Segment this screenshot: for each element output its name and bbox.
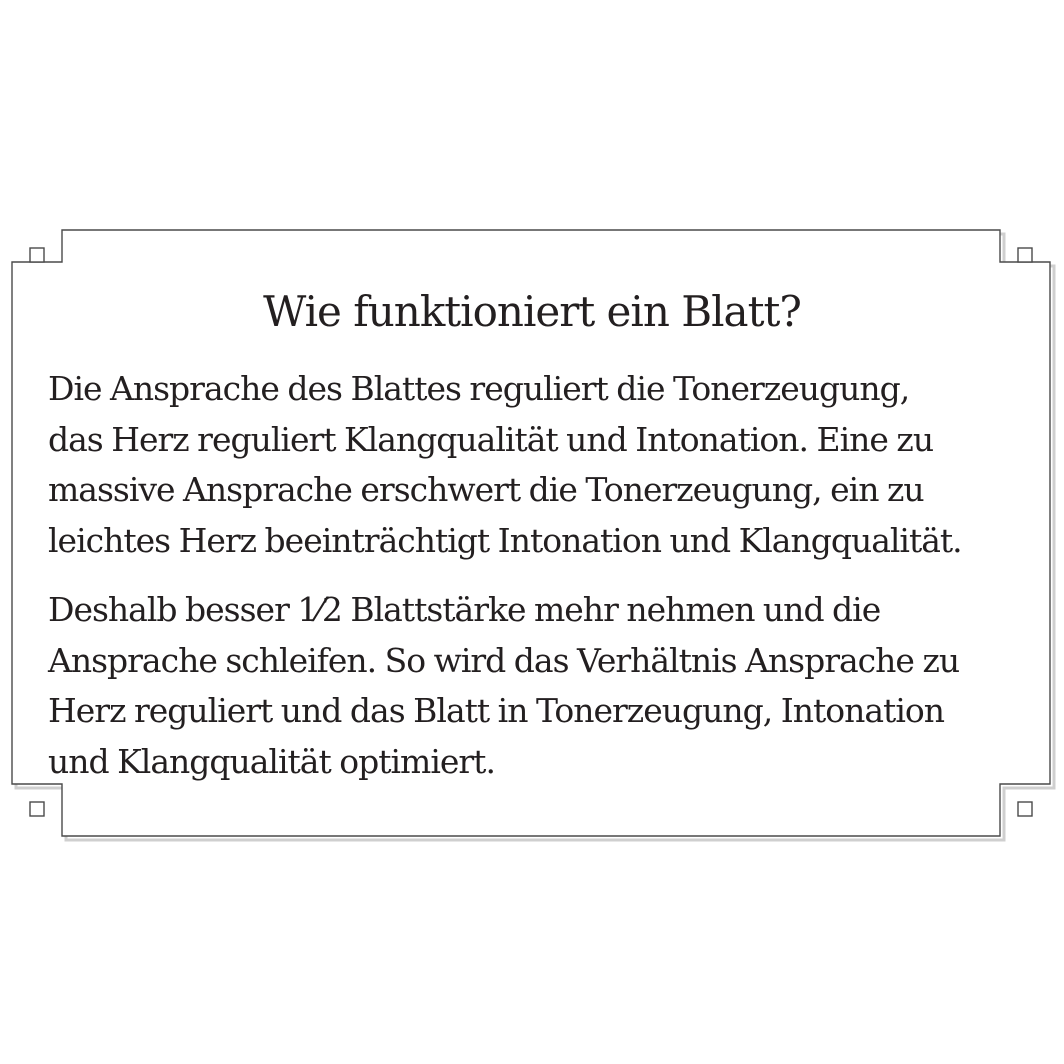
corner-ornament-top-left: [30, 248, 44, 262]
paragraph-line: Die Ansprache des Blattes reguliert die Tonerzeugung,: [48, 369, 910, 408]
paragraph-1: [48, 364, 1028, 566]
paragraph-line: Ansprache schleifen. So wird das Verhältnis Ansprache zu: [48, 640, 960, 680]
card-content: [48, 282, 1028, 787]
corner-ornament-top-right: [1018, 248, 1032, 262]
paragraph-line: und Klangqualität optimiert.: [48, 741, 495, 781]
paragraph-line: massive Ansprache erschwert die Tonerzeugung, ein zu: [48, 470, 924, 509]
paragraph-line: das Herz reguliert Klangqualität und Intonation. Eine zu: [48, 419, 934, 459]
paragraph-line: leichtes Herz beeinträchtigt Intonation und Klangqualität.: [48, 520, 962, 560]
paragraph-line: Herz reguliert und das Blatt in Tonerzeugung, Intonation: [48, 691, 944, 730]
paragraph-2: [48, 585, 1028, 787]
corner-ornament-bottom-right: [1018, 802, 1032, 816]
paragraph-line: Deshalb besser 1⁄2 Blattstärke mehr nehmen und die: [48, 590, 881, 629]
corner-ornament-bottom-left: [30, 802, 44, 816]
card-title: Wie funktioniert ein Blatt?: [263, 287, 801, 336]
